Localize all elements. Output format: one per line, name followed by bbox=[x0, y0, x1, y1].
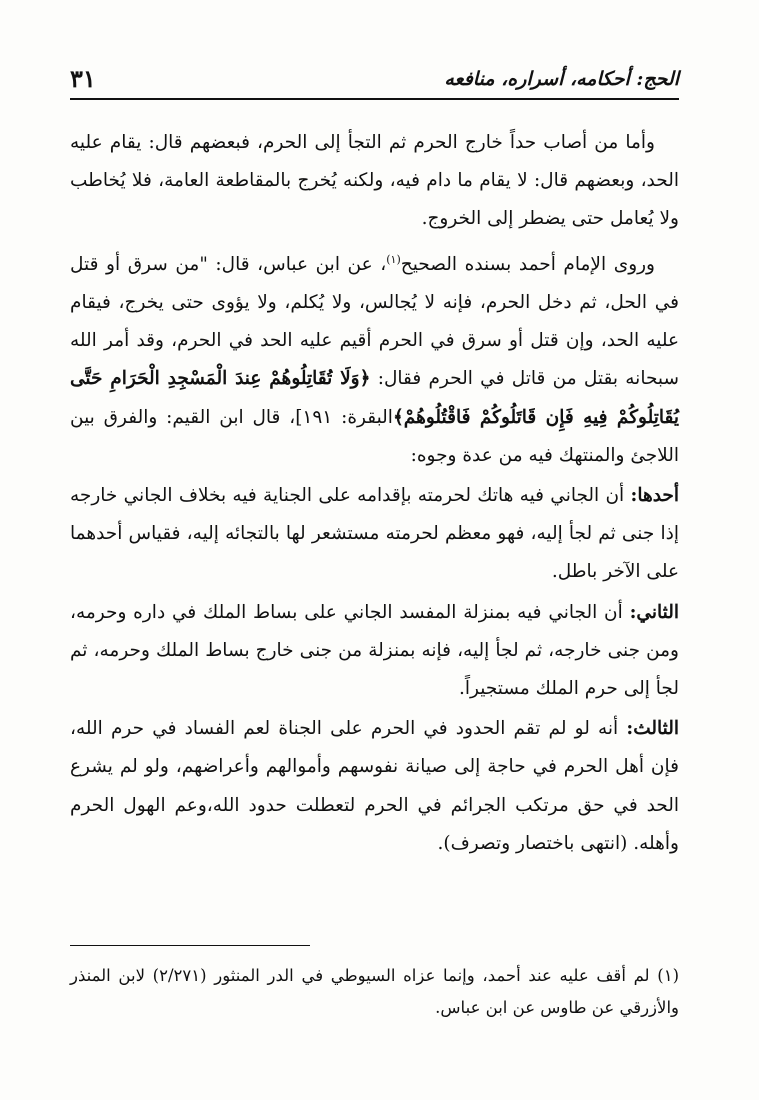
point-first-text: أن الجاني فيه هاتك لحرمته بإقدامه على الجناية فيه بخلاف الجاني خارجه إذا جنى ثم لجأ إليه، فهو معظم لحرمته مستشعر لها بالتجائه إليه، فقياس أحدهما على الآخر باطل. bbox=[70, 484, 679, 583]
main-text bbox=[70, 124, 679, 865]
point-second bbox=[70, 594, 679, 709]
footnote-reference: (١) bbox=[386, 252, 401, 266]
paragraph-2-end: البقرة: ١٩١]، قال ابن القيم: والفرق بين اللاجئ والمنتهك فيه من عدة وجوه: bbox=[70, 406, 679, 466]
page-number: ٣١ bbox=[70, 64, 96, 93]
point-second-text: أن الجاني فيه بمنزلة المفسد الجاني على بساط الملك في داره وحرمه، ومن جنى خارجه، ثم لجأ إليه، فإنه بمنزلة من جنى خارج بساط الملك وحرمه، ثم لجأ إلى حرم الملك مستجيراً. bbox=[70, 601, 679, 699]
running-header bbox=[70, 64, 679, 100]
point-third-label: الثالث: bbox=[626, 718, 679, 740]
footnote: (١) لم أقف عليه عند أحمد، وإنما عزاه السيوطي في الدر المنثور (٢/٢٧١) لابن المنذر والأزرقي عن طاوس عن ابن عباس. bbox=[70, 966, 680, 1017]
footnote-divider bbox=[70, 945, 310, 946]
point-third-text: أنه لو لم تقم الحدود في الحرم على الجناة لعم الفساد في حرم الله، فإن أهل الحرم في حاجة إلى صيانة نفوسهم وأموالهم وأعراضهم، ولو لم يشرع الحد في حق مرتكب الجرائم في الحرم لتعطلت حدود الله،وعم الهول الحرم وأهله. (انتهى باختصار وتصرف). bbox=[70, 718, 679, 854]
point-first-label: أحدها: bbox=[630, 484, 679, 506]
paragraph-2-start: وروى الإمام أحمد بسنده الصحيح bbox=[400, 253, 655, 275]
paragraph-1: وأما من أصاب حداً خارج الحرم ثم التجأ إلى الحرم، فبعضهم قال: يقام عليه الحد، وبعضهم قال: لا يقام ما دام فيه، ولكنه يُخرج بالمقاطعة العامة، فلا يُخاطب ولا يُعامل حتى يضطر إلى الخروج. bbox=[70, 132, 679, 230]
quran-verse: ﴿وَلَا تُقَاتِلُوهُمْ عِندَ الْمَسْجِدِ الْحَرَامِ حَتَّى يُقَاتِلُوكُمْ فِيهِ فَإِن قَاتَلُوكُمْ فَاقْتُلُوهُمْ﴾ bbox=[70, 368, 679, 428]
point-second-label: الثاني: bbox=[629, 601, 679, 623]
point-third bbox=[70, 710, 679, 863]
book-title: الحج: أحكامه، أسراره، منافعه bbox=[444, 68, 679, 90]
paragraph-2-middle: ، عن ابن عباس، قال: "من سرق أو قتل في الحل، ثم دخل الحرم، فإنه لا يُجالس، ولا يُكلم، ولا يؤوى حتى يخرج، فيقام عليه الحد، وإن قتل أو سرق في الحرم أقيم عليه الحد في الحرم، وقد أمر الله سبحانه بقتل من قاتل في الحرم فقال: bbox=[70, 253, 679, 390]
paragraph-2 bbox=[70, 241, 679, 475]
point-first bbox=[70, 477, 679, 592]
